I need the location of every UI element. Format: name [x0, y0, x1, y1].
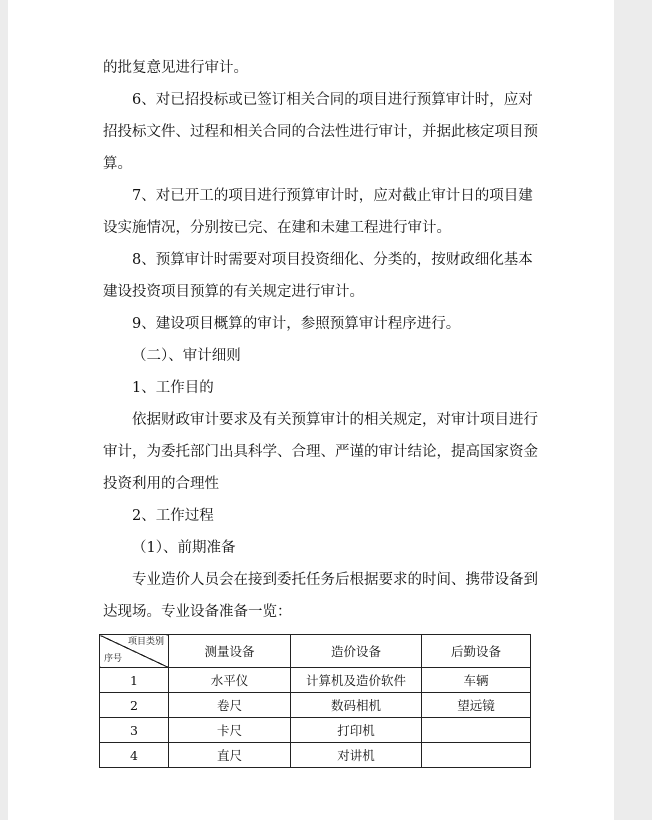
cell-number: 3	[100, 718, 169, 743]
cell-cost: 计算机及造价软件	[291, 668, 422, 693]
text-line: 达现场。专业设备准备一览：	[103, 604, 292, 620]
paragraph-item-7	[103, 180, 535, 244]
text-line: 9、建设项目概算的审计，参照预算审计程序进行。	[132, 316, 461, 332]
text-line: 的批复意见进行审计。	[103, 60, 248, 76]
cell-measure: 直尺	[169, 743, 291, 768]
cell-cost: 打印机	[291, 718, 422, 743]
cell-cost: 对讲机	[291, 743, 422, 768]
cell-number: 2	[100, 693, 169, 718]
cell-number: 4	[100, 743, 169, 768]
column-header-measure: 测量设备	[169, 635, 291, 668]
column-header-logistics: 后勤设备	[422, 635, 531, 668]
cell-number: 1	[100, 668, 169, 693]
paragraph-item-6	[103, 84, 538, 180]
cell-logistics: 望远镜	[422, 693, 531, 718]
equipment-table	[99, 634, 531, 768]
corner-label-number: 序号	[104, 654, 123, 664]
text-line: 依据财政审计要求及有关预算审计的相关规定，对审计项目进行	[132, 412, 538, 428]
cell-logistics	[422, 743, 531, 768]
text-line: 招投标文件、过程和相关合同的合法性进行审计，并据此核定项目预	[103, 124, 538, 140]
table-row	[100, 718, 531, 743]
heading-audit-details	[103, 340, 535, 372]
cell-measure: 卡尺	[169, 718, 291, 743]
column-header-cost: 造价设备	[291, 635, 422, 668]
cell-logistics: 车辆	[422, 668, 531, 693]
document-page	[8, 0, 614, 820]
heading-work-process	[103, 500, 535, 532]
paragraph-item-9	[103, 308, 535, 340]
text-line: 7、对已开工的项目进行预算审计时，应对截止审计日的项目建	[132, 188, 533, 204]
table-corner-cell	[100, 635, 169, 668]
text-line: 8、预算审计时需要对项目投资细化、分类的，按财政细化基本	[132, 252, 533, 268]
cell-measure: 卷尺	[169, 693, 291, 718]
text-line: 1、工作目的	[132, 380, 214, 396]
text-line: 专业造价人员会在接到委托任务后根据要求的时间、携带设备到	[132, 572, 538, 588]
cell-measure: 水平仪	[169, 668, 291, 693]
paragraph-approval-tail	[103, 52, 535, 84]
text-line: 审计，为委托部门出具科学、合理、严谨的审计结论，提高国家资金	[103, 444, 538, 460]
table-row	[100, 693, 531, 718]
text-line: 设实施情况，分别按已完、在建和未建工程进行审计。	[103, 220, 451, 236]
cell-logistics	[422, 718, 531, 743]
table-header-row	[100, 635, 531, 668]
paragraph-item-8	[103, 244, 535, 308]
text-line: 建设投资项目预算的有关规定进行审计。	[103, 284, 364, 300]
text-line: （二）、审计细则	[132, 348, 241, 364]
paragraph-preparation	[103, 564, 538, 628]
text-line: 算。	[103, 156, 132, 172]
heading-work-purpose	[103, 372, 535, 404]
text-line: 投资利用的合理性	[103, 476, 219, 492]
text-line: 6、对已招投标或已签订相关合同的项目进行预算审计时，应对	[132, 92, 533, 108]
paragraph-work-purpose	[103, 404, 538, 500]
cell-cost: 数码相机	[291, 693, 422, 718]
table-row	[100, 668, 531, 693]
corner-label-category: 项目类别	[127, 637, 164, 647]
text-line: （1）、前期准备	[132, 540, 236, 556]
text-line: 2、工作过程	[132, 508, 214, 524]
heading-preparation	[103, 532, 535, 564]
table-row	[100, 743, 531, 768]
